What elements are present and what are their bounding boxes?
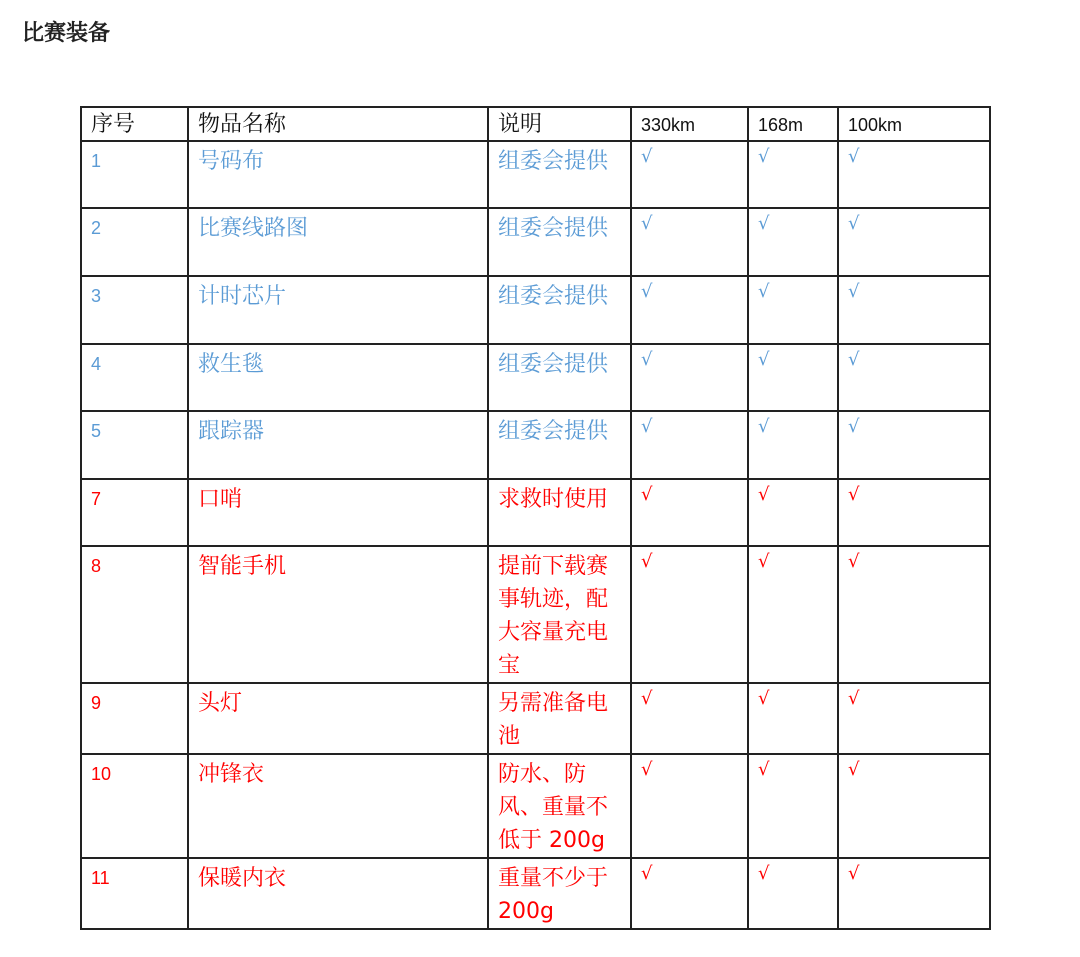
table-row [81, 683, 990, 754]
check-168m: √ [748, 546, 838, 683]
table-row [81, 344, 990, 411]
table-row [81, 208, 990, 276]
table-header-row [81, 107, 990, 141]
check-100km: √ [838, 479, 990, 546]
item-name: 号码布 [188, 141, 488, 208]
equipment-table [80, 106, 991, 930]
check-330km: √ [631, 683, 748, 754]
row-number: 11 [81, 858, 188, 929]
check-330km: √ [631, 411, 748, 479]
header-name: 物品名称 [188, 107, 488, 141]
check-168m: √ [748, 276, 838, 344]
row-number: 2 [81, 208, 188, 276]
check-100km: √ [838, 141, 990, 208]
check-168m: √ [748, 754, 838, 858]
check-330km: √ [631, 344, 748, 411]
check-168m: √ [748, 141, 838, 208]
check-100km: √ [838, 858, 990, 929]
item-description: 组委会提供 [488, 208, 631, 276]
check-100km: √ [838, 683, 990, 754]
item-description: 组委会提供 [488, 141, 631, 208]
check-168m: √ [748, 683, 838, 754]
table-row [81, 546, 990, 683]
item-name: 跟踪器 [188, 411, 488, 479]
item-name: 智能手机 [188, 546, 488, 683]
check-168m: √ [748, 411, 838, 479]
header-168m: 168m [748, 107, 838, 141]
check-168m: √ [748, 858, 838, 929]
check-100km: √ [838, 208, 990, 276]
header-330km: 330km [631, 107, 748, 141]
row-number: 7 [81, 479, 188, 546]
check-330km: √ [631, 276, 748, 344]
item-description: 求救时使用 [488, 479, 631, 546]
header-no: 序号 [81, 107, 188, 141]
check-100km: √ [838, 754, 990, 858]
check-330km: √ [631, 858, 748, 929]
header-100km: 100km [838, 107, 990, 141]
item-name: 口哨 [188, 479, 488, 546]
table-row [81, 479, 990, 546]
check-100km: √ [838, 546, 990, 683]
table-row [81, 141, 990, 208]
row-number: 8 [81, 546, 188, 683]
item-name: 比赛线路图 [188, 208, 488, 276]
check-330km: √ [631, 546, 748, 683]
check-100km: √ [838, 276, 990, 344]
check-330km: √ [631, 754, 748, 858]
item-description: 组委会提供 [488, 344, 631, 411]
item-name: 冲锋衣 [188, 754, 488, 858]
check-330km: √ [631, 479, 748, 546]
row-number: 4 [81, 344, 188, 411]
item-name: 保暖内衣 [188, 858, 488, 929]
row-number: 3 [81, 276, 188, 344]
check-168m: √ [748, 344, 838, 411]
row-number: 9 [81, 683, 188, 754]
table-row [81, 754, 990, 858]
check-330km: √ [631, 208, 748, 276]
item-name: 头灯 [188, 683, 488, 754]
item-description: 防水、防风、重量不低于 200g [488, 754, 631, 858]
item-description: 重量不少于 200g [488, 858, 631, 929]
table-row [81, 276, 990, 344]
check-100km: √ [838, 411, 990, 479]
table-row [81, 858, 990, 929]
row-number: 5 [81, 411, 188, 479]
row-number: 10 [81, 754, 188, 858]
check-168m: √ [748, 479, 838, 546]
table-row [81, 411, 990, 479]
row-number: 1 [81, 141, 188, 208]
section-title: 比赛装备 [22, 21, 111, 46]
item-description: 另需准备电池 [488, 683, 631, 754]
item-description: 组委会提供 [488, 411, 631, 479]
item-name: 计时芯片 [188, 276, 488, 344]
check-330km: √ [631, 141, 748, 208]
check-100km: √ [838, 344, 990, 411]
item-name: 救生毯 [188, 344, 488, 411]
item-description: 提前下载赛事轨迹，配大容量充电宝 [488, 546, 631, 683]
header-desc: 说明 [488, 107, 631, 141]
check-168m: √ [748, 208, 838, 276]
item-description: 组委会提供 [488, 276, 631, 344]
